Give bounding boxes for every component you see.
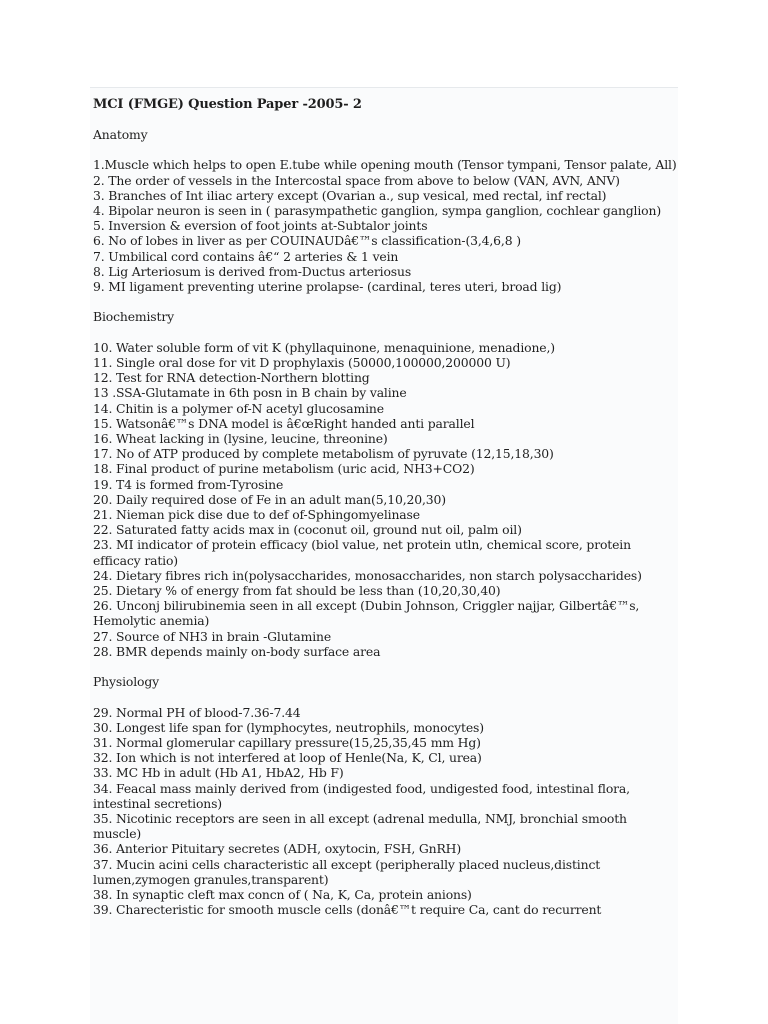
question-item: 6. No of lobes in liver as per COUINAUDâ€™s classification-(3,4,6,8 ) [93,233,521,249]
question-item: 35. Nicotinic receptors are seen in all except (adrenal medulla, NMJ, bronchial smooth muscle) [93,811,627,842]
question-item: 12. Test for RNA detection-Northern blotting [93,370,370,386]
question-item: 38. In synaptic cleft max concn of ( Na, K, Ca, protein anions) [93,887,472,903]
section-heading: Anatomy [93,127,148,142]
document-page [90,87,678,1024]
question-item: 22. Saturated fatty acids max in (coconut oil, ground nut oil, palm oil) [93,522,522,538]
question-item: 17. No of ATP produced by complete metabolism of pyruvate (12,15,18,30) [93,446,554,462]
question-item: 20. Daily required dose of Fe in an adult man(5,10,20,30) [93,491,446,507]
question-item: 25. Dietary % of energy from fat should be less than (10,20,30,40) [93,583,501,599]
question-item: 3. Branches of Int iliac artery except (Ovarian a., sup vesical, med rectal, inf rectal) [93,187,607,203]
question-item: 30. Longest life span for (lymphocytes, neutrophils, monocytes) [93,719,484,735]
question-item: 21. Nieman pick dise due to def of-Sphingomyelinase [93,507,420,523]
question-item: 13 .SSA-Glutamate in 6th posn in B chain by valine [93,385,407,401]
question-item: 10. Water soluble form of vit K (phyllaquinone, menaquinione, menadione,) [93,339,555,355]
question-item: 33. MC Hb in adult (Hb A1, HbA2, Hb F) [93,765,344,781]
question-item: 37. Mucin acini cells characteristic all except (peripherally placed nucleus,distinct lumen,zymogen granules,transparent) [93,856,601,887]
sections-container [93,127,678,917]
document-content [90,88,678,917]
question-item: 18. Final product of purine metabolism (uric acid, NH3+CO2) [93,461,475,477]
question-list [93,340,678,659]
question-item: 5. Inversion & eversion of foot joints at-Subtalor joints [93,218,428,234]
question-item: 15. Watsonâ€™s DNA model is â€œRight handed anti parallel [93,415,475,431]
section-heading: Biochemistry [93,309,174,325]
question-item: 34. Feacal mass mainly derived from (indigested food, undigested food, intestinal flora, intestinal secretions) [93,780,630,811]
question-item: 32. Ion which is not interfered at loop of Henle(Na, K, Cl, urea) [93,750,482,766]
question-item: 9. MI ligament preventing uterine prolapse- (cardinal, teres uteri, broad lig) [93,279,562,295]
question-item: 27. Source of NH3 in brain -Glutamine [93,628,332,644]
question-item: 26. Unconj bilirubinemia seen in all except (Dubin Johnson, Criggler najjar, Gilbertâ€™s, Hemolytic anemia) [93,598,640,629]
question-item: 4. Bipolar neuron is seen in ( parasympathetic ganglion, sympa ganglion, cochlear ganglion) [93,203,662,218]
question-item: 31. Normal glomerular capillary pressure(15,25,35,45 mm Hg) [93,735,481,751]
question-item: 23. MI indicator of protein efficacy (biol value, net protein utln, chemical score, protein efficacy ratio) [93,537,631,568]
question-item: 39. Charecteristic for smooth muscle cells (donâ€™t require Ca, cant do recurrent [93,902,602,918]
question-item: 1.Muscle which helps to open E.tube while opening mouth (Tensor tympani, Tensor palate, All) [93,157,677,173]
document-title: MCI (FMGE) Question Paper -2005- 2 [93,97,362,112]
question-item: 14. Chitin is a polymer of-N acetyl glucosamine [93,400,384,416]
question-item: 29. Normal PH of blood-7.36-7.44 [93,704,301,720]
question-item: 28. BMR depends mainly on-body surface area [93,643,381,659]
question-item: 11. Single oral dose for vit D prophylaxis (50000,100000,200000 U) [93,355,511,370]
question-list [93,705,678,918]
question-item: 16. Wheat lacking in (lysine, leucine, threonine) [93,431,388,447]
question-item: 8. Lig Arteriosum is derived from-Ductus arteriosus [93,263,412,279]
question-item: 7. Umbilical cord contains â€“ 2 arteries & 1 vein [93,248,399,264]
question-list [93,157,678,294]
section-heading: Physiology [93,674,159,690]
question-item: 24. Dietary fibres rich in(polysaccharides, monosaccharides, non starch polysaccharides) [93,567,642,583]
question-item: 2. The order of vessels in the Intercostal space from above to below (VAN, AVN, ANV) [93,172,620,188]
question-item: 36. Anterior Pituitary secretes (ADH, oxytocin, FSH, GnRH) [93,841,461,857]
question-item: 19. T4 is formed from-Tyrosine [93,476,284,492]
